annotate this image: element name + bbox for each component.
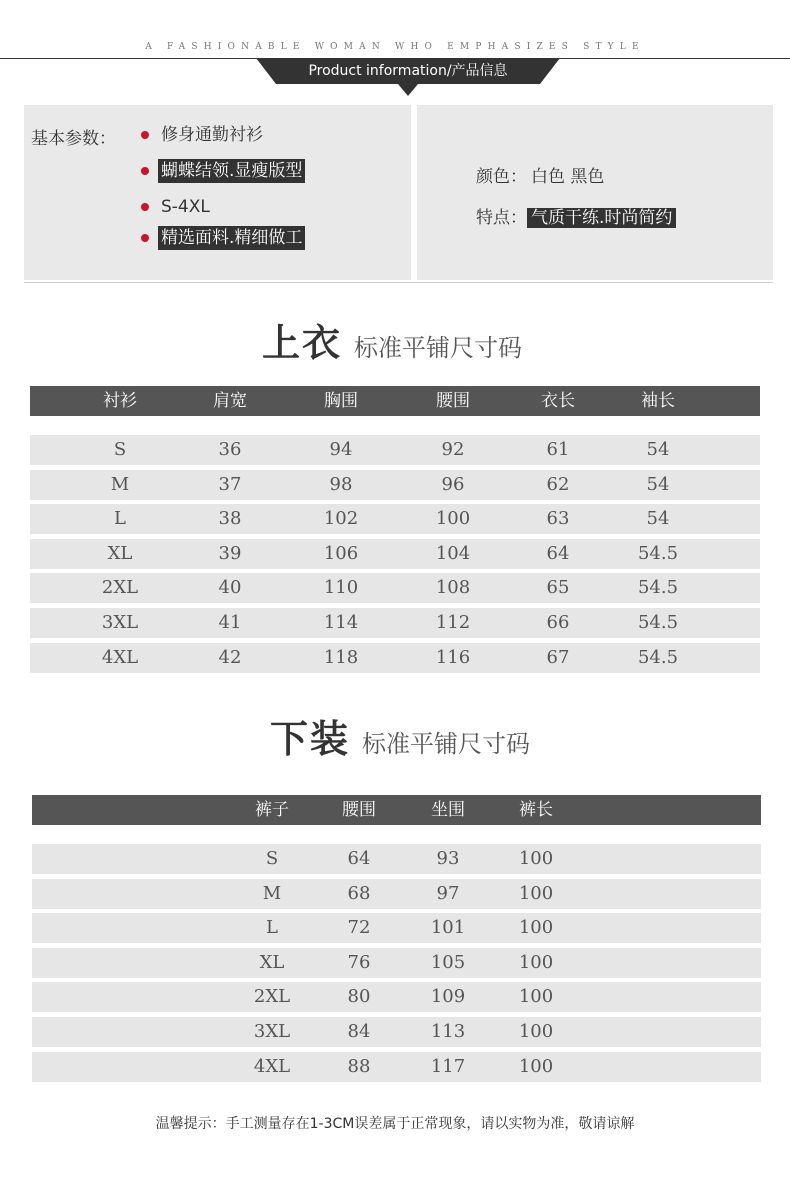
table-row [32,913,761,943]
table-cell: 42 [218,646,242,668]
column-header: 衣长 [541,391,575,411]
table-cell: 92 [441,439,465,460]
banner-title: Product information/产品信息 [308,63,508,79]
table-row [30,643,760,673]
table-cell: 102 [323,508,359,530]
color-label: 颜色： [476,167,527,187]
table-cell: 72 [347,917,371,939]
feature-attribute [476,206,676,230]
table-row [30,539,760,569]
column-header: 肩宽 [213,391,247,411]
table-cell: 65 [546,577,570,599]
table-cell: 84 [347,1021,371,1042]
color-attribute [476,165,608,189]
table-cell: 61 [546,439,570,460]
table-cell: 3XL [101,612,139,633]
table-row [30,608,760,638]
table-cell: 93 [436,848,460,869]
table-cell: L [114,508,126,530]
table-cell: 54.5 [637,612,679,633]
table-cell: 105 [430,951,466,973]
param-text: S-4XL [161,197,210,217]
bottom-subtitle: 标准平铺尺寸码 [362,730,531,758]
table-cell: 80 [347,986,371,1008]
table-cell: 66 [546,612,570,633]
table-cell: 2XL [101,577,139,599]
column-header: 腰围 [342,800,376,820]
table-cell: 38 [218,508,242,530]
table-cell: 54.5 [637,542,679,564]
table-cell: 101 [430,917,466,939]
column-header: 裤长 [519,800,553,820]
column-header: 衬衫 [103,391,137,411]
table-cell: S [113,439,127,460]
table-row [32,844,761,874]
table-row [30,470,760,500]
table-cell: 100 [435,508,471,530]
bottom-size-title [270,708,531,761]
tagline: A FASHIONABLE WOMAN WHO EMPHASIZES STYLE [145,42,645,52]
table-cell: 100 [518,917,554,939]
table-cell: 54 [646,473,670,495]
color-value: 白色 黑色 [531,167,605,187]
table-cell: 100 [518,848,554,869]
table-row [32,982,761,1012]
table-cell: 37 [218,473,242,495]
table-row [32,1052,761,1082]
bullet-dot-icon [141,203,149,211]
info-divider [24,282,773,283]
top-size-title [262,312,523,365]
table-cell: 54.5 [637,646,679,668]
table-cell: 54.5 [637,577,679,599]
measurement-note: 温馨提示：手工测量存在1-3CM误差属于正常现象，请以实物为准，敬请谅解 [155,1116,635,1132]
table-cell: M [110,473,130,495]
table-cell: 67 [546,646,570,668]
feature-label: 特点： [476,208,527,228]
bullet-dot-icon [141,131,149,139]
table-cell: 100 [518,1021,554,1042]
table-cell: 54 [646,439,670,460]
table-cell: 94 [329,439,353,460]
table-cell: 117 [430,1055,466,1077]
bottom-title: 下装 [270,717,351,761]
table-cell: S [265,848,279,869]
table-cell: 108 [435,577,471,599]
param-text: 蝴蝶结领.显瘦版型 [158,159,305,183]
table-cell: 76 [347,951,371,973]
table-cell: 63 [546,508,570,530]
table-cell: 118 [323,646,359,668]
feature-value: 气质干练.时尚简约 [527,208,676,228]
table-row [32,879,761,909]
table-cell: 109 [430,986,466,1008]
table-row [30,573,760,603]
table-cell: 100 [518,882,554,904]
table-cell: XL [107,542,133,564]
attributes-panel [417,105,773,280]
table-cell: 100 [518,1055,554,1077]
table-cell: 98 [329,473,353,495]
bullet-dot-icon [141,234,149,242]
product-info-banner [256,58,560,85]
table-cell: 114 [323,612,359,633]
table-cell: 41 [218,612,242,633]
column-header: 腰围 [436,391,470,411]
table-cell: 100 [518,986,554,1008]
table-cell: 3XL [253,1021,291,1042]
table-row [32,948,761,978]
table-row [30,504,760,534]
table-cell: 64 [347,848,371,869]
column-header: 裤子 [255,800,289,820]
table-cell: 2XL [253,986,291,1008]
table-row [32,1017,761,1047]
table-cell: 96 [441,473,465,495]
table-cell: 36 [218,439,242,460]
table-cell: 100 [518,951,554,973]
table-cell: 104 [435,542,471,564]
table-cell: 39 [218,542,242,564]
table-cell: 4XL [253,1055,291,1077]
top-title: 上衣 [262,321,343,365]
table-header [30,386,760,416]
table-cell: 64 [546,542,570,564]
table-cell: 40 [218,577,242,599]
table-cell: 116 [435,646,471,668]
table-cell: 106 [323,542,359,564]
table-row [30,435,760,465]
table-cell: 68 [347,882,371,904]
table-cell: M [262,882,282,904]
table-cell: 113 [430,1021,466,1042]
bullet-dot-icon [141,167,149,175]
basic-params-label: 基本参数： [31,129,116,149]
table-cell: 54 [646,508,670,530]
param-text: 精选面料.精细做工 [158,226,305,250]
table-cell: 4XL [101,646,139,668]
table-cell: XL [259,951,285,973]
table-cell: L [266,917,278,939]
table-cell: 110 [323,577,359,599]
param-text: 修身通勤衬衫 [161,125,263,145]
column-header: 胸围 [324,391,358,411]
column-header: 袖长 [641,391,675,411]
table-header [32,795,761,825]
table-cell: 97 [436,882,460,904]
table-cell: 62 [546,473,570,495]
table-cell: 88 [347,1055,371,1077]
table-cell: 112 [435,612,471,633]
top-subtitle: 标准平铺尺寸码 [354,334,523,362]
column-header: 坐围 [431,800,465,820]
